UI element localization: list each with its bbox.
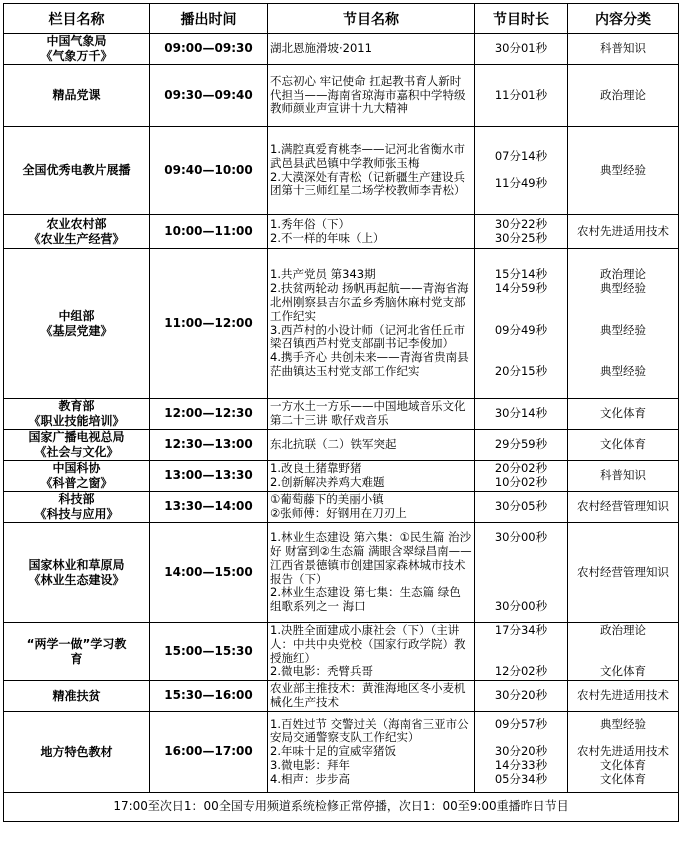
duration-value: 15分14秒 (494, 267, 548, 282)
column-name-text: 精品党课 (52, 88, 101, 102)
duration-cell (475, 681, 568, 712)
duration-value: 30分20秒 (494, 688, 548, 703)
program-item: 2.微电影：秃臂兵哥 (270, 664, 373, 679)
category-value: 农村先进适用技术 (577, 688, 669, 703)
duration-value: 30分20秒 (494, 744, 548, 759)
duration-cell (475, 65, 568, 127)
air-time-cell: 12:00—12:30 (150, 399, 268, 430)
column-name-text: 全国优秀电教片展播 (22, 163, 131, 177)
duration-value (477, 164, 565, 178)
duration-value: 30分05秒 (494, 499, 548, 514)
program-item: 2.不一样的年味（上） (270, 230, 385, 245)
schedule-body (4, 34, 679, 793)
category-cell (568, 461, 679, 492)
schedule-row (4, 492, 679, 523)
column-name-cell (4, 399, 150, 430)
column-name-text: 中组部 (58, 308, 95, 323)
program-name-cell (268, 249, 475, 399)
program-item: 东北抗联（二）铁军突起 (270, 437, 397, 452)
category-value (570, 310, 676, 324)
category-cell (568, 34, 679, 65)
duration-value (477, 573, 565, 587)
category-cell (568, 523, 679, 623)
program-item: 4.相声：步步高 (270, 771, 350, 786)
duration-value (477, 652, 565, 666)
schedule-wrapper (3, 3, 679, 822)
duration-value: 07分14秒 (494, 148, 548, 163)
program-item: 湖北恩施滑坡·2011 (270, 41, 372, 56)
program-item: 1.共产党员 第343期 (270, 267, 376, 282)
column-name-text: 科技部 (58, 492, 95, 506)
footer-note: 17:00至次日1：00全国专用频道系统检修正常停播，次日1：00至9:00重播昨日节目 (4, 793, 679, 822)
program-item: 1.改良土猪靠野猪 (270, 461, 362, 476)
column-name-text: 农业农村部 (46, 216, 107, 231)
air-time-cell: 14:00—15:00 (150, 523, 268, 623)
category-cell (568, 249, 679, 399)
category-value (570, 652, 676, 666)
column-name-text: 《基层党建》 (40, 323, 113, 338)
column-name-cell (4, 127, 150, 215)
header-row (4, 4, 679, 34)
category-value: 典型经验 (600, 716, 646, 731)
program-item: ①葡萄藤下的美丽小镇 (270, 492, 384, 507)
program-item: 1.林业生态建设 第六集：①民生篇 治沙好 财富到②生态篇 满眼含翠绿昌南——江西省景德镇市创建国家森林城市技术报告（下） (270, 530, 472, 586)
duration-cell (475, 249, 568, 399)
category-value: 文化体育 (600, 664, 646, 679)
duration-cell (475, 712, 568, 793)
program-name-cell (268, 127, 475, 215)
duration-cell (475, 461, 568, 492)
category-value (570, 638, 676, 652)
duration-cell (475, 34, 568, 65)
duration-value: 29分59秒 (494, 437, 548, 452)
air-time-cell: 13:00—13:30 (150, 461, 268, 492)
schedule-row (4, 523, 679, 623)
duration-value (477, 310, 565, 324)
schedule-row (4, 712, 679, 793)
program-item: 1.百姓过节 交警过关（海南省三亚市公安局交通警察支队工作纪实） (270, 716, 469, 745)
program-name-cell (268, 215, 475, 249)
duration-cell (475, 492, 568, 523)
category-value: 政治理论 (600, 87, 646, 102)
category-value: 文化体育 (600, 406, 646, 421)
category-value (570, 296, 676, 310)
category-value: 文化体育 (600, 771, 646, 786)
program-name-cell (268, 34, 475, 65)
duration-value: 11分01秒 (494, 87, 548, 102)
category-cell (568, 712, 679, 793)
duration-value (477, 337, 565, 351)
category-value (570, 731, 676, 745)
category-value: 典型经验 (600, 363, 646, 378)
air-time-cell: 11:00—12:00 (150, 249, 268, 399)
category-cell (568, 623, 679, 681)
category-value (570, 351, 676, 365)
category-value: 政治理论 (600, 623, 646, 637)
column-name-text: 地方特色教材 (40, 744, 113, 759)
schedule-row (4, 623, 679, 681)
duration-value (477, 731, 565, 745)
program-item: 2.扶贫两轮动 扬帆再起航——青海省海北州刚察县吉尔孟乡秀脑休麻村党支部工作纪实 (270, 281, 469, 323)
category-value: 文化体育 (600, 758, 646, 773)
program-item: 1.满腔真爱育桃李——记河北省衡水市武邑县武邑镇中学教师张玉梅 (270, 141, 465, 170)
program-name-cell (268, 461, 475, 492)
duration-cell (475, 399, 568, 430)
duration-value: 05分34秒 (494, 771, 548, 786)
duration-value: 12分02秒 (494, 664, 548, 679)
category-cell (568, 492, 679, 523)
program-item: 不忘初心 牢记使命 扛起教书育人新时代担当——海南省琼海市嘉积中学特级教师颜业声宣讲十九大精神 (270, 73, 466, 116)
category-value: 典型经验 (600, 162, 646, 177)
duration-value: 30分01秒 (494, 41, 548, 56)
category-value: 政治理论 (600, 267, 646, 282)
column-name-text: “两学一做”学习教 (26, 636, 127, 651)
air-time-cell: 12:30—13:00 (150, 430, 268, 461)
column-name-text: 精准扶贫 (52, 688, 101, 703)
column-name-text: 《林业生态建设》 (28, 572, 125, 587)
program-item: ②张师傅：好钢用在刀刃上 (270, 506, 407, 520)
program-name-header: 节目名称 (268, 4, 475, 34)
program-item: 3.微电影：拜年 (270, 758, 350, 773)
air-time-cell: 10:00—11:00 (150, 215, 268, 249)
column-name-header: 栏目名称 (4, 4, 150, 34)
duration-value (477, 586, 565, 600)
program-item: 2.年味十足的宣威宰猪饭 (270, 744, 396, 759)
duration-value (477, 351, 565, 365)
category-cell (568, 65, 679, 127)
duration-value: 20分15秒 (494, 363, 548, 378)
program-name-cell (268, 712, 475, 793)
column-name-text: 中国气象局 (46, 34, 107, 48)
duration-cell (475, 623, 568, 681)
schedule-row (4, 681, 679, 712)
air-time-cell: 09:00—09:30 (150, 34, 268, 65)
column-name-cell (4, 461, 150, 492)
column-name-text: 教育部 (58, 399, 95, 413)
duration-value: 14分33秒 (494, 758, 548, 773)
duration-cell (475, 523, 568, 623)
program-name-cell (268, 681, 475, 712)
duration-cell (475, 430, 568, 461)
program-item: 3.西芦村的小设计师（记河北省任丘市梁召镇西芦村党支部副书记李俊加） (270, 322, 465, 351)
schedule-row (4, 127, 679, 215)
duration-value: 09分57秒 (494, 716, 548, 731)
air-time-cell: 15:00—15:30 (150, 623, 268, 681)
category-cell (568, 127, 679, 215)
program-name-cell (268, 492, 475, 523)
duration-value: 30分14秒 (494, 406, 548, 421)
program-item: 1.决胜全面建成小康社会（下）（主讲人：中共中央党校（国家行政学院）教授施红） (270, 623, 466, 665)
category-value: 农村经营管理知识 (577, 499, 669, 514)
duration-value: 10分02秒 (494, 475, 548, 489)
column-name-cell (4, 65, 150, 127)
duration-value (477, 296, 565, 310)
column-name-text: 《科普之窗》 (40, 476, 113, 490)
category-value: 农村经营管理知识 (577, 564, 669, 579)
air-time-cell: 16:00—17:00 (150, 712, 268, 793)
program-item: 4.携手齐心 共创未来——青海省贵南县茫曲镇达玉村党支部工作纪实 (270, 350, 469, 378)
air-time-cell: 15:30—16:00 (150, 681, 268, 712)
duration-value: 30分00秒 (494, 599, 548, 614)
column-name-text: 《职业技能培训》 (28, 414, 125, 428)
program-name-cell (268, 399, 475, 430)
schedule-row (4, 215, 679, 249)
duration-cell (475, 127, 568, 215)
duration-value: 30分25秒 (494, 230, 548, 245)
column-name-cell (4, 523, 150, 623)
column-name-text: 《农业生产经营》 (28, 231, 125, 246)
duration-value (477, 638, 565, 652)
category-header: 内容分类 (568, 4, 679, 34)
column-name-text: 《气象万千》 (40, 49, 113, 63)
category-value (570, 337, 676, 351)
duration-value (477, 545, 565, 559)
program-item: 农业部主推技术：黄淮海地区冬小麦机械化生产技术 (270, 681, 466, 710)
schedule-table (3, 3, 679, 822)
schedule-row (4, 34, 679, 65)
duration-value: 17分34秒 (494, 623, 548, 637)
duration-value: 09分49秒 (494, 322, 548, 337)
program-item: 1.秀年俗（下） (270, 216, 350, 231)
column-name-cell (4, 34, 150, 65)
duration-cell (475, 215, 568, 249)
column-name-cell (4, 681, 150, 712)
column-name-cell (4, 623, 150, 681)
program-name-cell (268, 623, 475, 681)
category-value: 农村先进适用技术 (577, 744, 669, 759)
air-time-header: 播出时间 (150, 4, 268, 34)
column-name-cell (4, 249, 150, 399)
column-name-cell (4, 492, 150, 523)
program-item: 2.创新解决养鸡大难题 (270, 475, 385, 489)
column-name-text: 中国科协 (52, 461, 101, 475)
program-name-cell (268, 523, 475, 623)
category-value: 典型经验 (600, 322, 646, 337)
column-name-text: 《社会与文化》 (34, 445, 119, 459)
category-cell (568, 399, 679, 430)
schedule-row (4, 461, 679, 492)
program-item: 2.林业生态建设 第七集：生态篇 绿色组歌系列之一 海口 (270, 585, 461, 614)
column-name-text: 育 (70, 651, 83, 666)
duration-value: 20分02秒 (494, 461, 548, 476)
duration-value: 30分00秒 (494, 530, 548, 545)
column-name-cell (4, 712, 150, 793)
schedule-row (4, 430, 679, 461)
air-time-cell: 09:30—09:40 (150, 65, 268, 127)
category-cell (568, 430, 679, 461)
air-time-cell: 13:30—14:00 (150, 492, 268, 523)
category-value: 农村先进适用技术 (577, 223, 669, 238)
category-value: 科普知识 (600, 468, 646, 483)
category-cell (568, 215, 679, 249)
footer-row (4, 793, 679, 822)
program-name-cell (268, 430, 475, 461)
schedule-row (4, 65, 679, 127)
schedule-row (4, 249, 679, 399)
category-value: 典型经验 (600, 281, 646, 296)
duration-value: 14分59秒 (494, 281, 548, 296)
column-name-text: 国家林业和草原局 (28, 557, 125, 572)
column-name-text: 《科技与应用》 (34, 507, 119, 521)
air-time-cell: 09:40—10:00 (150, 127, 268, 215)
duration-value: 11分49秒 (494, 176, 548, 191)
category-value: 科普知识 (600, 41, 646, 56)
category-value: 文化体育 (600, 437, 646, 452)
program-item: 一方水土一方乐——中国地域音乐文化 第二十三讲 歌仔戏音乐 (270, 399, 470, 427)
duration-value: 30分22秒 (494, 216, 548, 231)
program-name-cell (268, 65, 475, 127)
program-item: 2.大漠深处有青松（记新疆生产建设兵团第十三师红星二场学校教师李青松） (270, 169, 466, 198)
column-name-cell (4, 215, 150, 249)
schedule-row (4, 399, 679, 430)
duration-value (477, 559, 565, 573)
category-cell (568, 681, 679, 712)
duration-header: 节目时长 (475, 4, 568, 34)
column-name-text: 国家广播电视总局 (28, 430, 125, 444)
column-name-cell (4, 430, 150, 461)
